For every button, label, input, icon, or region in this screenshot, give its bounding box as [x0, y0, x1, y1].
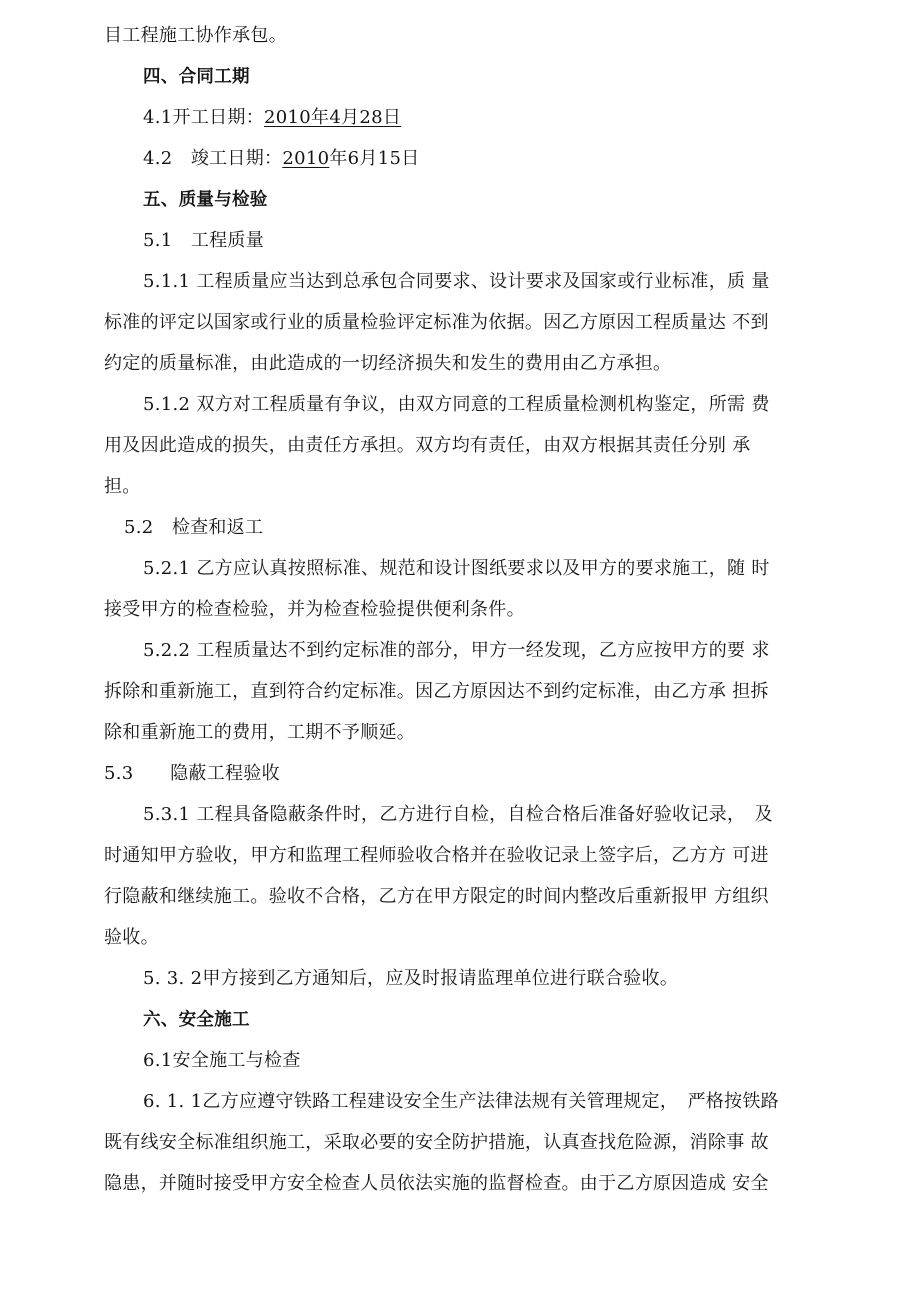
subsection-heading: 5.3 隐蔽工程验收	[104, 763, 280, 784]
paragraph-line: 目工程施工协作承包。	[104, 25, 287, 46]
paragraph-line: 5.2.2 工程质量达不到约定标准的部分，甲方一经发现，乙方应按甲方的要 求	[143, 640, 770, 661]
paragraph-line: 5.2.1 乙方应认真按照标准、规范和设计图纸要求以及甲方的要求施工，随 时	[143, 558, 770, 579]
subsection-heading: 5.1 工程质量	[143, 230, 265, 251]
paragraph-line: 5. 3. 2甲方接到乙方通知后，应及时报请监理单位进行联合验收。	[143, 968, 679, 989]
paragraph-line: 验收。	[104, 927, 159, 948]
paragraph-line: 6. 1. 1乙方应遵守铁路工程建设安全生产法律法规有关管理规定， 严格按铁路	[143, 1091, 779, 1112]
completion-date-year: 2010	[282, 148, 330, 169]
completion-date-line	[143, 147, 420, 171]
completion-date-label: 4.2 竣工日期：	[143, 148, 283, 169]
paragraph-line: 约定的质量标准，由此造成的一切经济损失和发生的费用由乙方承担。	[104, 353, 672, 374]
paragraph-line: 标准的评定以国家或行业的质量检验评定标准为依据。因乙方原因工程质量达 不到	[104, 312, 769, 333]
section-heading-quality: 五、质量与检验	[143, 190, 268, 210]
paragraph-line: 担。	[104, 476, 141, 497]
start-date-value: 2010年4月28日	[264, 107, 402, 128]
section-heading-safety: 六、安全施工	[143, 1010, 250, 1030]
completion-date-rest: 年6月15日	[329, 148, 420, 169]
paragraph-line: 既有线安全标准组织施工，采取必要的安全防护措施，认真查找危险源，消除事 故	[104, 1132, 769, 1153]
paragraph-line: 行隐蔽和继续施工。验收不合格，乙方在甲方限定的时间内整改后重新报甲 方组织	[104, 886, 769, 907]
paragraph-line: 隐患，并随时接受甲方安全检查人员依法实施的监督检查。由于乙方原因造成 安全	[104, 1173, 769, 1194]
section-heading-contract-period: 四、合同工期	[143, 67, 250, 87]
subsection-heading: 6.1安全施工与检查	[143, 1050, 301, 1071]
subsection-heading: 5.2 检查和返工	[124, 517, 264, 538]
paragraph-line: 拆除和重新施工，直到符合约定标准。因乙方原因达不到约定标准，由乙方承 担拆	[104, 681, 769, 702]
paragraph-line: 接受甲方的检查检验，并为检查检验提供便利条件。	[104, 599, 525, 620]
paragraph-line: 5.1.1 工程质量应当达到总承包合同要求、设计要求及国家或行业标准，质 量	[143, 271, 770, 292]
paragraph-line: 时通知甲方验收，甲方和监理工程师验收合格并在验收记录上签字后，乙方方 可进	[104, 845, 769, 866]
paragraph-line: 5.3.1 工程具备隐蔽条件时，乙方进行自检，自检合格后准备好验收记录， 及	[143, 804, 773, 825]
paragraph-line: 除和重新施工的费用，工期不予顺延。	[104, 722, 416, 743]
paragraph-line: 用及因此造成的损失，由责任方承担。双方均有责任，由双方根据其责任分别 承	[104, 435, 751, 456]
start-date-line	[143, 106, 401, 130]
paragraph-line: 5.1.2 双方对工程质量有争议，由双方同意的工程质量检测机构鉴定，所需 费	[143, 394, 770, 415]
start-date-label: 4.1开工日期：	[143, 107, 265, 128]
